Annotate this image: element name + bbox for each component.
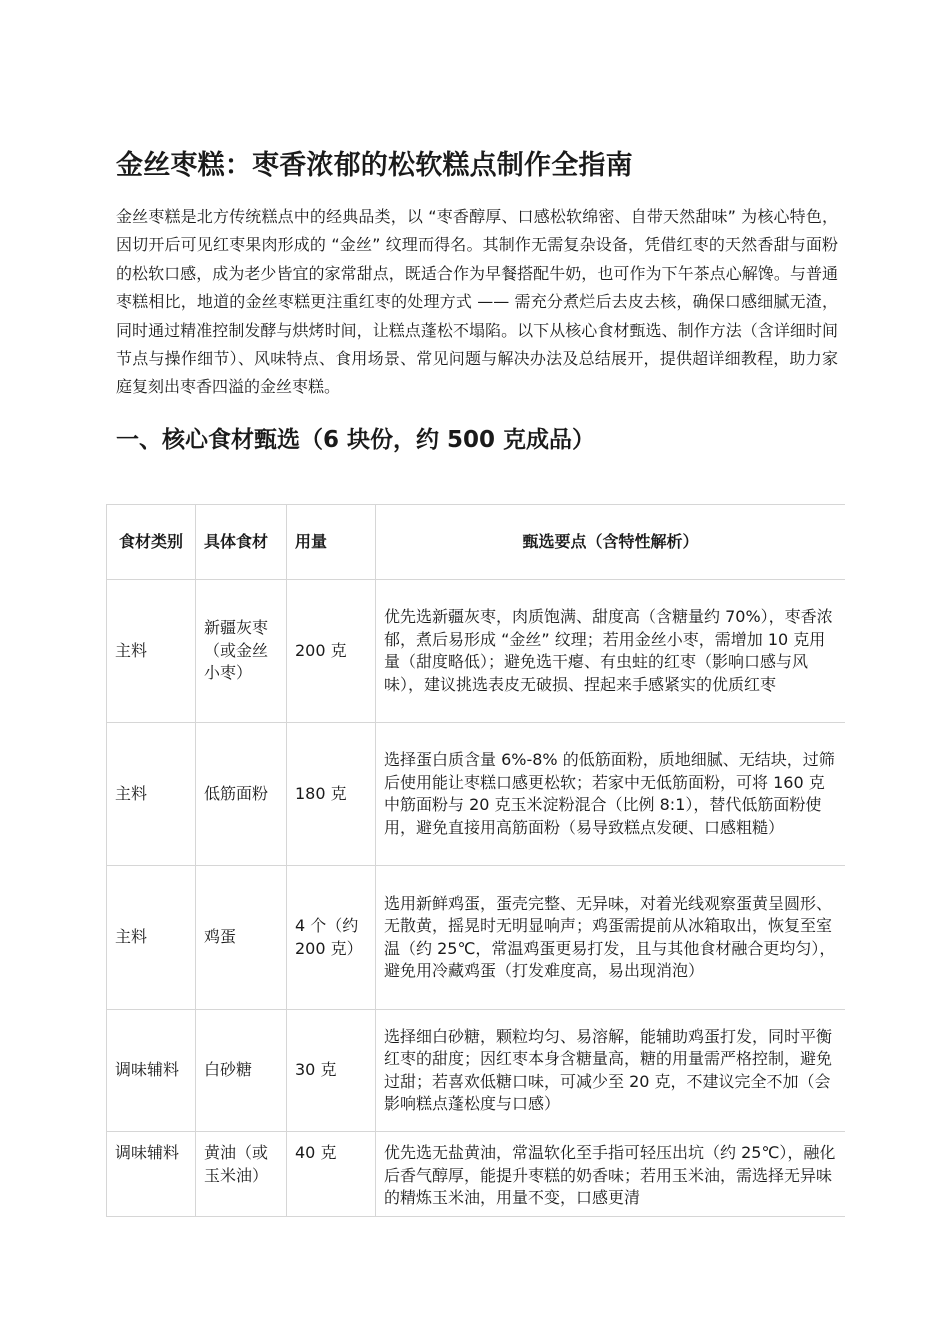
cell-tips: 优先选新疆灰枣，肉质饱满、甜度高（含糖量约 70%），枣香浓郁，煮后易形成 “金丝” 纹理；若用金丝小枣，需增加 10 克用量（甜度略低）；避免选干瘪、有虫蛀的红枣（影响口感与风味），建议挑选表皮无破损、捏起来手感紧实的优质红枣	[376, 580, 846, 723]
header-amount: 用量	[287, 505, 376, 580]
intro-paragraph: 金丝枣糕是北方传统糕点中的经典品类，以 “枣香醇厚、口感松软绵密、自带天然甜味” 为核心特色，因切开后可见红枣果肉形成的 “金丝” 纹理而得名。其制作无需复杂设备，凭借红枣的天然香甜与面粉的松软口感，成为老少皆宜的家常甜点，既适合作为早餐搭配牛奶，也可作为下午茶点心解馋。与普通枣糕相比，地道的金丝枣糕更注重红枣的处理方式 —— 需充分煮烂后去皮去核，确保口感细腻无渣，同时通过精准控制发酵与烘烤时间，让糕点蓬松不塌陷。以下从核心食材甄选、制作方法（含详细时间节点与操作细节）、风味特点、食用场景、常见问题与解决办法及总结展开，提供超详细教程，助力家庭复刻出枣香四溢的金丝枣糕。	[116, 207, 838, 397]
table-row	[107, 866, 846, 1010]
table-row	[107, 1010, 846, 1132]
cell-category: 主料	[107, 866, 196, 1010]
table-row	[107, 580, 846, 723]
section-heading-ingredients: 一、核心食材甄选（6 块份，约 500 克成品）	[116, 427, 596, 453]
cell-amount: 30 克	[287, 1010, 376, 1132]
cell-tips: 选择细白砂糖，颗粒均匀、易溶解，能辅助鸡蛋打发，同时平衡红枣的甜度；因红枣本身含糖量高，糖的用量需严格控制，避免过甜；若喜欢低糖口味，可减少至 20 克，不建议完全不加（会影响糕点蓬松度与口感）	[376, 1010, 846, 1132]
cell-category: 主料	[107, 580, 196, 723]
cell-ingredient: 黄油（或玉米油）	[196, 1132, 287, 1218]
cell-ingredient: 新疆灰枣（或金丝小枣）	[196, 580, 287, 723]
cell-amount: 4 个（约 200 克）	[287, 866, 376, 1010]
cell-amount: 180 克	[287, 723, 376, 866]
document-title: 金丝枣糕：枣香浓郁的松软糕点制作全指南	[116, 150, 633, 181]
table-row	[107, 723, 846, 866]
cell-ingredient: 鸡蛋	[196, 866, 287, 1010]
header-ingredient: 具体食材	[196, 505, 287, 580]
table-row	[107, 1132, 846, 1218]
ingredients-table	[106, 504, 845, 1217]
cell-tips: 选用新鲜鸡蛋，蛋壳完整、无异味，对着光线观察蛋黄呈圆形、无散黄，摇晃时无明显响声；鸡蛋需提前从冰箱取出，恢复至室温（约 25℃，常温鸡蛋更易打发，且与其他食材融合更均匀），避免用冷藏鸡蛋（打发难度高，易出现消泡）	[376, 866, 846, 1010]
header-category: 食材类别	[107, 505, 196, 580]
cell-ingredient: 白砂糖	[196, 1010, 287, 1132]
cell-ingredient: 低筋面粉	[196, 723, 287, 866]
cell-category: 主料	[107, 723, 196, 866]
cell-tips: 选择蛋白质含量 6%-8% 的低筋面粉，质地细腻、无结块，过筛后使用能让枣糕口感更松软；若家中无低筋面粉，可将 160 克中筋面粉与 20 克玉米淀粉混合（比例 8:1），替代低筋面粉使用，避免直接用高筋面粉（易导致糕点发硬、口感粗糙）	[376, 723, 846, 866]
cell-amount: 40 克	[287, 1132, 376, 1218]
cell-amount: 200 克	[287, 580, 376, 723]
cell-tips: 优先选无盐黄油，常温软化至手指可轻压出坑（约 25℃），融化后香气醇厚，能提升枣糕的奶香味；若用玉米油，需选择无异味的精炼玉米油，用量不变，口感更清	[376, 1132, 846, 1218]
cell-category: 调味辅料	[107, 1132, 196, 1218]
cell-category: 调味辅料	[107, 1010, 196, 1132]
table-header-row	[107, 505, 846, 580]
ingredients-table-container	[106, 504, 845, 1217]
header-tips: 甄选要点（含特性解析）	[376, 505, 846, 580]
